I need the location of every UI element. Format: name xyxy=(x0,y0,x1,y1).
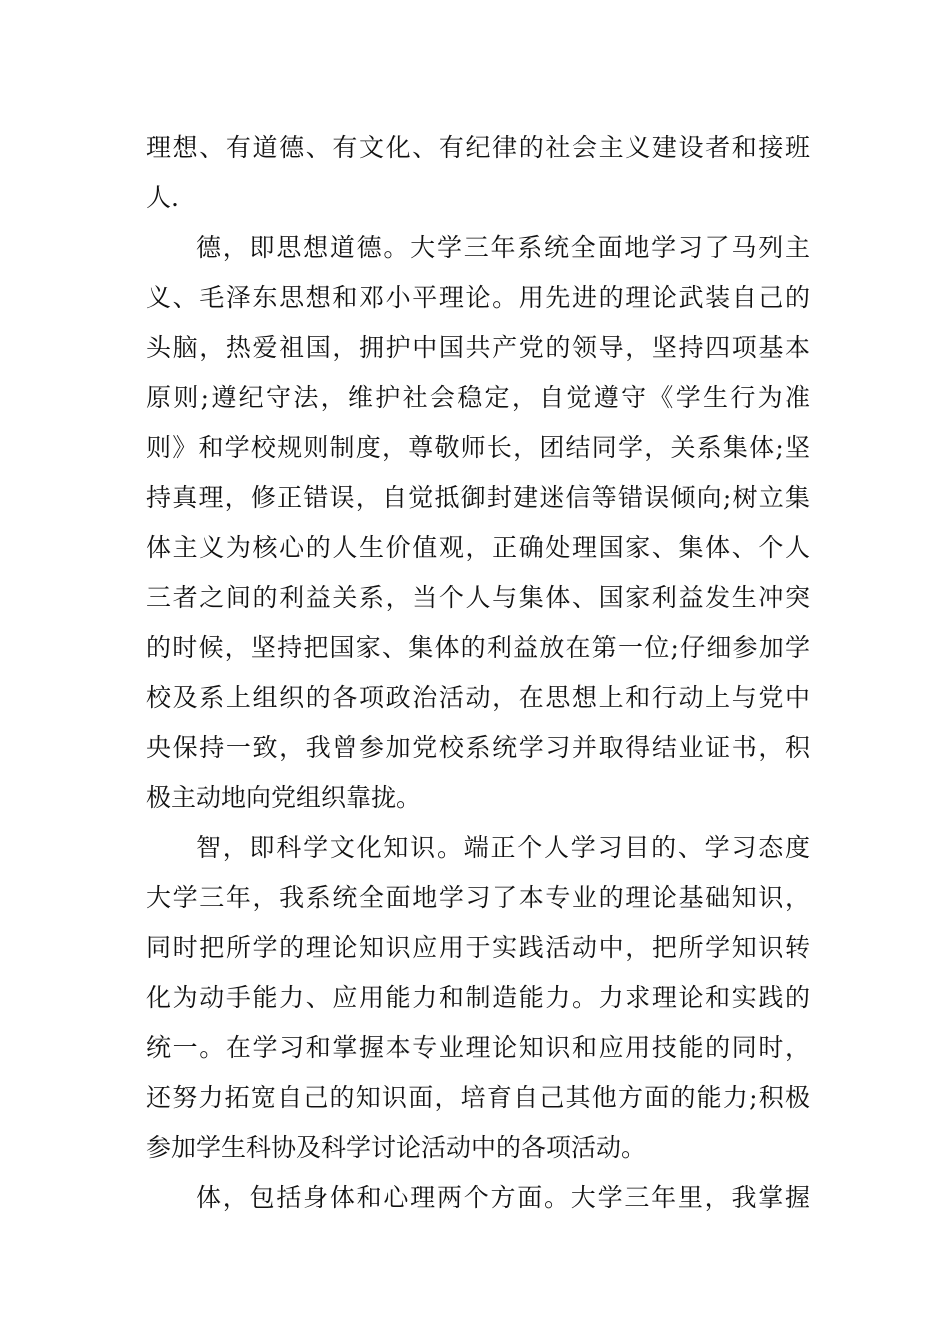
text-line: 极主动地向党组织靠拢。 xyxy=(146,783,422,812)
text-line: 的时候，坚持把国家、集体的利益放在第一位;仔细参加学 xyxy=(146,633,810,662)
paragraph-start-line: 智，即科学文化知识。端正个人学习目的、学习态度 xyxy=(196,833,810,862)
text-line: 则》和学校规则制度，尊敬师长，团结同学，关系集体;坚 xyxy=(146,433,810,462)
text-line: 化为动手能力、应用能力和制造能力。力求理论和实践的 xyxy=(146,983,810,1012)
text-line: 头脑，热爱祖国，拥护中国共产党的领导，坚持四项基本 xyxy=(146,333,810,362)
paragraph-start-line: 德，即思想道德。大学三年系统全面地学习了马列主 xyxy=(196,233,810,262)
text-line: 三者之间的利益关系，当个人与集体、国家利益发生冲突 xyxy=(146,583,810,612)
text-line: 统一。在学习和掌握本专业理论知识和应用技能的同时， xyxy=(146,1033,810,1062)
text-line: 体主义为核心的人生价值观，正确处理国家、集体、个人 xyxy=(146,533,810,562)
text-line: 央保持一致，我曾参加党校系统学习并取得结业证书，积 xyxy=(146,733,810,762)
text-line: 同时把所学的理论知识应用于实践活动中，把所学知识转 xyxy=(146,933,810,962)
text-line: 还努力拓宽自己的知识面，培育自己其他方面的能力;积极 xyxy=(146,1083,810,1112)
text-line: 大学三年，我系统全面地学习了本专业的理论基础知识， xyxy=(146,883,810,912)
text-line: 参加学生科协及科学讨论活动中的各项活动。 xyxy=(146,1133,647,1162)
text-line: 理想、有道德、有文化、有纪律的社会主义建设者和接班 xyxy=(146,133,810,162)
text-line: 持真理，修正错误，自觉抵御封建迷信等错误倾向;树立集 xyxy=(146,483,810,512)
text-line: 校及系上组织的各项政治活动，在思想上和行动上与党中 xyxy=(146,683,810,712)
text-line: 人. xyxy=(146,183,179,212)
text-line: 原则;遵纪守法，维护社会稳定，自觉遵守《学生行为准 xyxy=(146,383,810,412)
text-line: 义、毛泽东思想和邓小平理论。用先进的理论武装自己的 xyxy=(146,283,810,312)
paragraph-start-line: 体，包括身体和心理两个方面。大学三年里，我掌握 xyxy=(196,1183,810,1212)
